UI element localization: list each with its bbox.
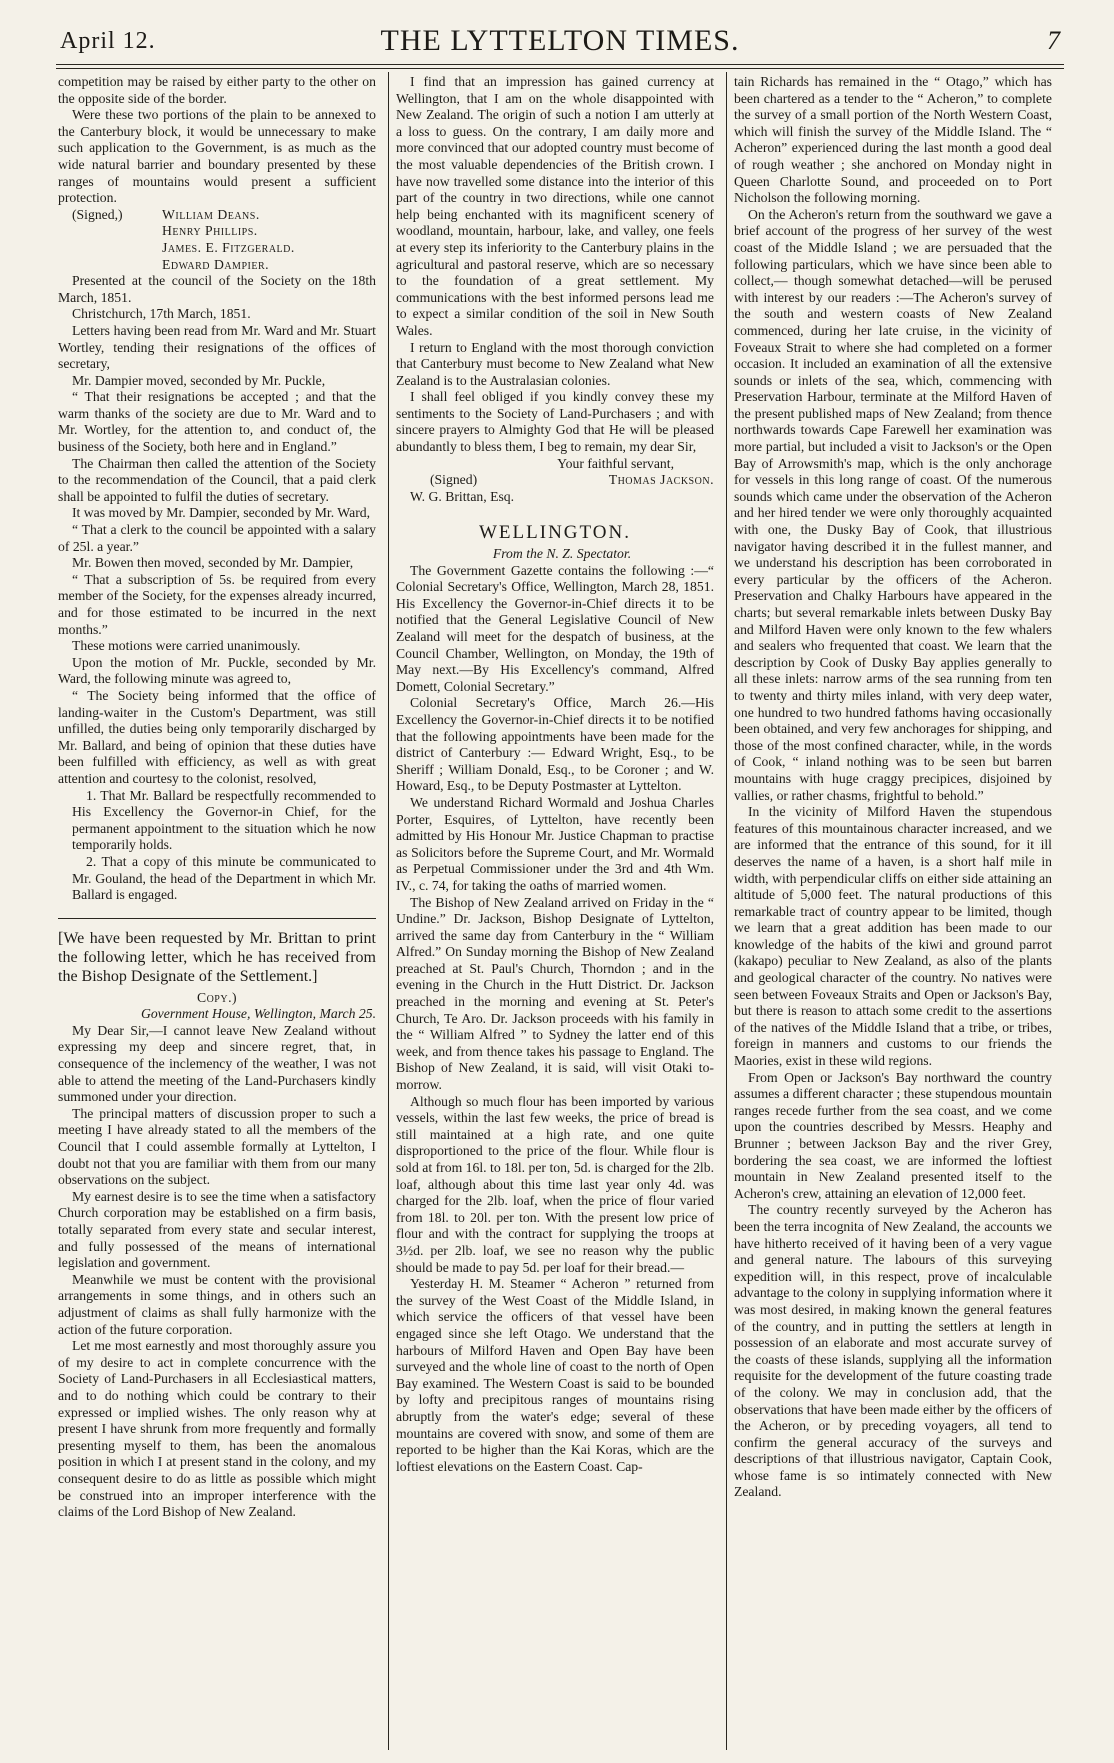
paragraph: I shall feel obliged if you kindly convey these my sentiments to the Society of Land-Purchasers ; and with sincere prayers to Almighty God that He will be pleased abundantly to bless them, I beg to remain, my dear Sir,	[396, 389, 714, 455]
paragraph: “ That their resignations be accepted ; and that the warm thanks of the society are due to Mr. Ward and to Mr. Wortley, for the attention to, and conduct of, the business of the Society, both here and in England.”	[58, 389, 376, 455]
signed-label: (Signed,)	[72, 206, 123, 222]
paragraph: On the Acheron's return from the southward we gave a brief account of the progress of her survey of the west coast of the Middle Island ; we are persuaded that the following particulars, which we have since been able to collect,— though somewhat detached—will be perused with interest by our readers :—The Acheron's survey of the south and western coasts of New Zealand commenced, during her late cruise, in the vicinity of Foveaux Strait to where she had completed on a former occasion. It included an examination of all the extensive sounds or inlets of the sea, which, commencing with Preservation Harbour, terminate at the Milford Haven of the present published maps of New Zealand; from thence northwards towards Cape Farewell her examination was more partial, but included a visit to Jackson's or the Open Bay of Arrowsmith's map, which is the only anchorage for vessels in this long range of coast. Of the numerous sounds which came under the observation of the Acheron and her hired tender we were only thoroughly acquainted with one, the Dusky Bay of Cook, that illustrious navigator having described it in the fullest manner, and we understand his description has been corroborated in every particular by the officers of the Acheron. Preservation and Chalky Harbours have appeared in the charts; but several remarkable inlets between Dusky Bay and Milford Haven were only known to the few whalers and sealers who frequented that coast. We learn that the description by Cook of Dusky Bay applies generally to all these inlets: narrow arms of the sea running from ten to twenty and thirty miles inland, with very deep water, one hundred to two hundred fathoms having occasionally been obtained, and very few anchorages for shipping, and those of the most confined character, while, in the words of Cook, “ inland nothing was to be seen but barren mountains with huge craggy precipices, disjoined by vallies, or rather chasms, frightful to behold.”	[734, 206, 1052, 803]
letter-signature	[396, 472, 714, 489]
paragraph: “ The Society being informed that the office of landing-waiter in the Custom's Department, was still unfilled, the duties being only temporarily discharged by Mr. Ballard, and being of opinion that these duties have been fulfilled with efficiency, as well as with great attention and courtesy to the colonist, resolved,	[58, 687, 376, 786]
paragraph: Let me most earnestly and most thoroughly assure you of my desire to act in complete concurrence with the Society of Land-Purchasers in all Ecclesiastical matters, and to do nothing which could be contrary to their expressed or implied wishes. The only reason why at present I have shrunk from more frequently and formally presenting myself to them, has been the anomalous position in which I at present stand in the colony, and my consequent desire to do as little as possible which might be construed into an improper interference with the claims of the Lord Bishop of New Zealand.	[58, 1338, 376, 1520]
section-rule	[58, 918, 376, 919]
column-3	[734, 74, 1052, 1750]
column-2	[396, 74, 714, 1750]
signatory: William Deans.	[162, 206, 260, 222]
paragraph: My earnest desire is to see the time when a satisfactory Church corporation may be established on a firm basis, totally separated from every state and secular interest, and fully possessed of the means of international legislation and government.	[58, 1188, 376, 1271]
paragraph: The principal matters of discussion proper to such a meeting I have already stated to all the members of the Council that I could assemble formally at Lyttelton, I doubt not that you are familiar with them from our many observations on the subject.	[58, 1105, 376, 1188]
paragraph: Although so much flour has been imported by various vessels, within the last few weeks, the price of bread is still maintained at a high rate, and one quite disproportioned to the price of the flour. While flour is sold at from 16l. to 18l. per ton, 5d. is charged for the 2lb. loaf, although about this time last year only 4d. was charged for the 2lb. loaf, when the price of flour varied from 18l. to 20l. per ton. With the present low price of flour and with the contract for supplying the troops at 3½d. per 2lb. loaf, we see no reason why the public should be made to pay 5d. per loaf for their bread.—	[396, 1093, 714, 1275]
addressee: W. G. Brittan, Esq.	[410, 488, 515, 504]
paragraph: Upon the motion of Mr. Puckle, seconded by Mr. Ward, the following minute was agreed to,	[58, 654, 376, 687]
column-1	[58, 74, 376, 1750]
paragraph: “ That a subscription of 5s. be required from every member of the Society, for the expenses already incurred, and for those estimated to be incurred in the next months.”	[58, 571, 376, 637]
paragraph: tain Richards has remained in the “ Otago,” which has been chartered as a tender to the “ Acheron,” to complete the survey of a small portion of the North Western Coast, which will finish the survey of the Middle Island. The “ Acheron” experienced during the last month a good deal of rough weather ; she anchored on Monday night in Queen Charlotte Sound, and proceeded on to Port Nicholson the following morning.	[734, 74, 1052, 206]
paragraph: Letters having been read from Mr. Ward and Mr. Stuart Wortley, tending their resignations of the offices of secretary,	[58, 322, 376, 372]
signer: Thomas Jackson.	[608, 472, 714, 488]
paragraph: Presented at the council of the Society on the 18th March, 1851.	[58, 273, 376, 305]
paragraph: These motions were carried unanimously.	[72, 638, 301, 654]
paragraph: Meanwhile we must be content with the provisional arrangements in some things, and in others such an adjustment of claims as shall fully harmonize with the action of the future corporation.	[58, 1271, 376, 1337]
paragraph: Mr. Dampier moved, seconded by Mr. Puckle,	[72, 372, 326, 388]
paragraph: The Bishop of New Zealand arrived on Friday in the “ Undine.” Dr. Jackson, Bishop Designate of Lyttelton, arrived the same day from Canterbury in the “ William Alfred.” On Sunday morning the Bishop of New Zealand preached at St. Paul's Church, Thorndon ; and in the evening in the Church in the Hutt District. Dr. Jackson preached in the morning and evening at St. Peter's Church, Te Aro. Dr. Jackson proceeds with his family in the “ William Alfred ” to Sydney the latter end of this week, and from thence takes his passage to England. The Bishop of New Zealand, it is said, will visit Otaki to-morrow.	[396, 894, 714, 1093]
paragraph: Colonial Secretary's Office, March 26.—His Excellency the Governor-in-Chief directs it to be notified that the following appointments have been made for the district of Canterbury :— Edward Wright, Esq., to be Sheriff ; William Donald, Esq., to be Coroner ; and W. Howard, Esq., to be Deputy Postmaster at Lyttelton.	[396, 695, 714, 794]
signatory: James. E. Fitzgerald.	[162, 239, 295, 255]
paragraph: The country recently surveyed by the Acheron has been the terra incognita of New Zealand, the accounts we have hitherto received of it having been of a very vague and general nature. The labours of this surveying expedition will, in this respect, prove of incalculable advantage to the colony in supplying information where it was most desired, in making known the general features of the country, and in putting the settlers at length in possession of an elaborate and most accurate survey of the coasts of these islands, supplying all the information requisite for the development of the future coasting trade of the colony. We may in conclusion add, that the observations that have been made either by the officers of the Acheron, or by preceding voyagers, all tend to confirm the general accuracy of the surveys and descriptions of that illustrious navigator, Captain Cook, whose fame is so intimately connected with New Zealand.	[734, 1202, 1052, 1500]
column-divider-1	[388, 72, 389, 1750]
paragraph: It was moved by Mr. Dampier, seconded by Mr. Ward,	[72, 505, 371, 521]
masthead-rule-bottom	[56, 68, 1064, 69]
paragraph: I find that an impression has gained currency at Wellington, that I am on the whole disappointed with New Zealand. The origin of such a notion I am utterly at a loss to guess. On the contrary, I am daily more and more convinced that our adopted country must become of the most valuable dependencies of the British crown. I have now travelled some distance into the interior of this part of the country in two directions, while one cannot help being enchanted with its magnificent scenery of woodland, mountain, harbour, lake, and valley, one feels at every step its inferiority to the Canterbury plains in the agricultural and pastoral reserve, which are so necessary to the foundation of a great settlement. My communications with the best informed persons lead me to expect a similar condition of the soil in New South Wales.	[396, 74, 714, 338]
newspaper-title: THE LYTTELTON TIMES.	[380, 24, 740, 57]
signed-label: (Signed)	[430, 472, 478, 488]
paragraph: We understand Richard Wormald and Joshua Charles Porter, Esquires, of Lyttelton, have recently been admitted by His Honour Mr. Justice Chapman to practise as Solicitors before the Supreme Court, and Mr. Wormald as Perpetual Commissioner under the 3rd and 4th Wm. IV., c. 74, for taking the oaths of married women.	[396, 794, 714, 893]
masthead-rule-top	[56, 64, 1064, 65]
signatory: Edward Dampier.	[162, 256, 270, 272]
section-heading: WELLINGTON.	[479, 522, 631, 544]
dateline: Government House, Wellington, March 25.	[140, 1006, 376, 1022]
paragraph: competition may be raised by either party to the other on the opposite side of the border.	[58, 74, 376, 106]
paragraph: Were these two portions of the plain to be annexed to the Canterbury block, it would be unnecessary to make such application to the Government, is as much as the wide natural barrier and boundary presented by these ranges of mountains would present a sufficient protection.	[58, 107, 376, 206]
paragraph: My Dear Sir,—I cannot leave New Zealand without expressing my deep and sincere regret, that, in consequence of the inclemency of the weather, I was not able to attend the meeting of the Land-Purchasers kindly summoned under your direction.	[58, 1022, 376, 1105]
column-divider-2	[726, 72, 727, 1750]
paragraph: I return to England with the most thorough conviction that Canterbury must become to New Zealand what New Zealand is to the Australasian colonies.	[396, 339, 714, 388]
closing: Your faithful servant,	[557, 455, 674, 471]
copy-label: Copy.)	[196, 989, 238, 1005]
editor-notice: [We have been requested by Mr. Brittan to print the following letter, which he has received from the Bishop Designate of the Settlement.]	[58, 929, 376, 985]
paragraph: Christchurch, 17th March, 1851.	[72, 306, 251, 322]
paragraph: 2. That a copy of this minute be communicated to Mr. Gouland, the head of the Department in which Mr. Ballard is engaged.	[72, 853, 376, 903]
page-number: 7	[1047, 26, 1060, 55]
paragraph: The Government Gazette contains the following :—“ Colonial Secretary's Office, Wellington, March 28, 1851. His Excellency the Governor-in-Chief directs it to be notified that the General Legislative Council of New Zealand will meet for the despatch of business, at the Council Chamber, Wellington, on Monday, the 19th of May next.—By His Excellency's command, Alfred Domett, Colonial Secretary.”	[396, 562, 714, 694]
signatory: Henry Phillips.	[162, 223, 258, 239]
paragraph: 1. That Mr. Ballard be respectfully recommended to His Excellency the Governor-in Chief, for the permanent appointment to the situation which he now temporarily holds.	[72, 787, 376, 853]
paragraph: In the vicinity of Milford Haven the stupendous features of this mountainous character increased, and we are informed that the entrance of this sound, for it ill deserves the name of a haven, is a short half mile in width, with perpendicular cliffs on either side attaining an altitude of 5,000 feet. The natural productions of this remarkable tract of country appear to be limited, though we learn that a great addition has been made to our knowledge of the habits of the kiwi and ground parrot (kakapo) peculiar to New Zealand, as also of the plants and geological character of the country. No natives were seen between Foveaux Straits and Open or Jackson's Bay, but there is reason to attach some credit to the assertions of the natives of the Middle Island that a tribe, or tribes, foreign in manners and customs to our friends the Maories, exist in these wild regions.	[734, 804, 1052, 1069]
paragraph: Mr. Bowen then moved, seconded by Mr. Dampier,	[72, 555, 354, 571]
signature-block	[58, 207, 295, 273]
masthead	[56, 20, 1064, 60]
paragraph: From Open or Jackson's Bay northward the country assumes a different character ; these stupendous mountain ranges recede further from the sea coast, and we come upon the countries described by Messrs. Heaphy and Brunner ; between Jackson Bay and the river Grey, bordering the sea coast, we are informed the loftiest mountain in New Zealand presented itself to the Acheron's crew, attaining an elevation of 12,000 feet.	[734, 1069, 1052, 1201]
paragraph: Yesterday H. M. Steamer “ Acheron ” returned from the survey of the West Coast of the Middle Island, in which service the officers of that vessel have been engaged since she left Otago. We understand that the harbours of Milford Haven and Open Bay have been surveyed and the whole line of coast to the north of Open Bay examined. The Western Coast is said to be bounded by lofty and precipitous ranges of mountains rising abruptly from the water's edge; several of these mountains are covered with snow, and some of them are reported to be higher than the Kai Koras, which are the loftiest elevations on the Eastern Coast. Cap-	[396, 1276, 714, 1474]
section-source: From the N. Z. Spectator.	[492, 546, 632, 562]
paragraph: The Chairman then called the attention of the Society to the recommendation of the Council, that a paid clerk shall be appointed to fulfil the duties of secretary.	[58, 455, 376, 504]
issue-date: April 12.	[60, 28, 156, 54]
paragraph: “ That a clerk to the council be appointed with a salary of 25l. a year.”	[58, 522, 376, 554]
